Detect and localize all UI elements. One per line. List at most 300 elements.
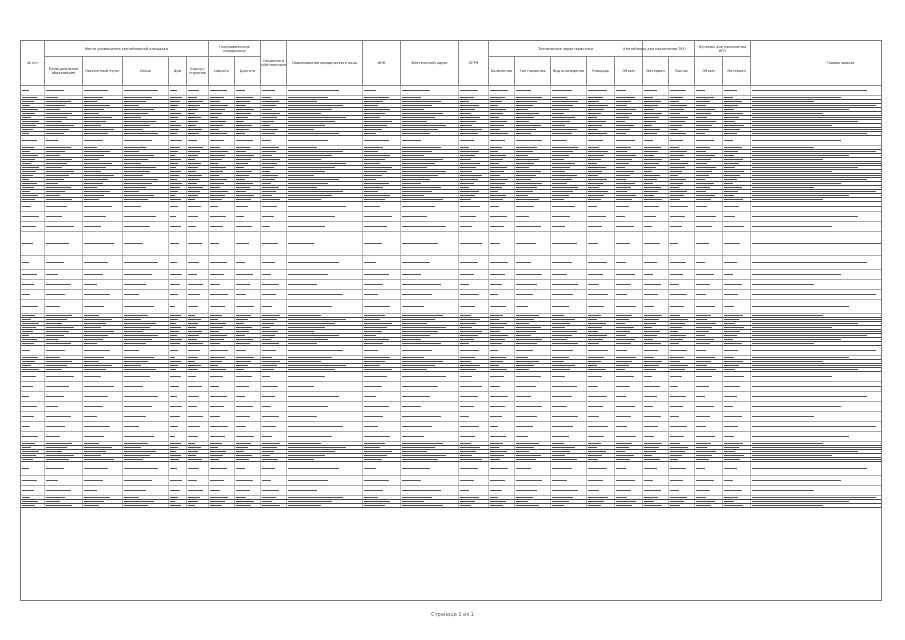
illegible-text-stroke [188,155,198,156]
illegible-text-stroke [516,163,534,164]
table-cell [515,158,551,161]
illegible-text-stroke [752,109,849,110]
illegible-text-stroke [188,365,201,366]
illegible-text-stroke [46,187,71,188]
illegible-text-stroke [170,216,176,217]
table-cell [489,186,515,189]
illegible-text-stroke [170,284,180,285]
table-cell [515,330,551,333]
table-cell [669,128,695,131]
table-cell [551,356,587,359]
illegible-text-stroke [670,365,688,366]
illegible-text-stroke [516,335,531,336]
table-cell [83,476,123,485]
illegible-text-stroke [516,501,528,502]
illegible-text-stroke [752,175,882,176]
table-cell [187,174,209,177]
illegible-text-stroke [46,327,74,328]
illegible-text-stroke [490,459,500,460]
illegible-text-stroke [752,183,841,184]
illegible-text-stroke [262,191,276,192]
illegible-text-stroke [364,443,385,444]
table-cell [261,504,287,507]
table-cell [83,300,123,313]
illegible-text-stroke [490,105,498,106]
table-cell [45,256,83,269]
illegible-text-stroke [210,199,222,200]
illegible-text-stroke [752,323,858,324]
table-cell [643,346,669,355]
illegible-text-stroke [724,369,735,370]
illegible-text-stroke [516,365,534,366]
illegible-text-stroke [516,109,528,110]
table-cell [287,150,363,153]
table-cell [261,170,287,173]
illegible-text-stroke [210,319,218,320]
table-cell [587,112,615,115]
table-cell [551,202,587,211]
table-cell [669,382,695,391]
table-cell [45,198,83,201]
table-cell [261,212,287,221]
table-cell [669,442,695,445]
illegible-text-stroke [236,183,253,184]
illegible-text-stroke [170,451,176,452]
illegible-text-stroke [364,396,376,397]
table-cell [669,104,695,107]
table-cell [287,154,363,157]
table-cell [45,446,83,449]
illegible-text-stroke [490,350,498,351]
illegible-text-stroke [124,109,154,110]
table-cell [515,194,551,197]
illegible-text-stroke [288,216,335,217]
illegible-text-stroke [364,284,383,285]
table-cell [187,500,209,503]
illegible-text-stroke [170,396,177,397]
table-cell [209,326,235,329]
table-cell [489,290,515,299]
illegible-text-stroke [616,323,625,324]
illegible-text-stroke [752,490,814,491]
illegible-text-stroke [752,468,867,470]
table-cell [723,112,751,115]
table-cell [123,504,169,507]
table-cell [551,334,587,337]
table-cell [287,280,363,289]
illegible-text-stroke [696,195,715,196]
table-cell [459,170,489,173]
illegible-text-stroke [588,113,601,114]
table-cell [401,174,459,177]
illegible-text-stroke [46,426,65,427]
table-cell [669,202,695,211]
illegible-text-stroke [188,129,202,130]
table-cell [169,136,187,145]
illegible-text-stroke [84,327,101,328]
illegible-text-stroke [188,191,200,192]
table-cell [459,450,489,453]
illegible-text-stroke [46,443,72,444]
table-cell [515,372,551,381]
illegible-text-stroke [724,319,739,320]
illegible-text-stroke [402,284,441,285]
illegible-text-stroke [460,147,469,148]
table-cell [209,256,235,269]
illegible-text-stroke [262,163,277,164]
illegible-text-stroke [588,294,608,295]
illegible-text-stroke [696,361,711,362]
table-cell [363,186,401,189]
table-cell [287,202,363,211]
table-cell [587,202,615,211]
table-cell [551,150,587,153]
illegible-text-stroke [170,294,178,295]
illegible-text-stroke [670,191,687,192]
table-cell [261,338,287,341]
illegible-text-stroke [170,121,176,122]
table-cell [363,146,401,149]
table-cell [235,174,261,177]
illegible-text-stroke [460,369,476,370]
illegible-text-stroke [616,101,631,102]
illegible-text-stroke [236,426,246,427]
table-cell [669,330,695,333]
table-cell [695,256,723,269]
table-cell [235,500,261,503]
illegible-text-stroke [644,386,660,387]
table-cell [363,454,401,457]
table-cell [643,178,669,181]
illegible-text-stroke [170,195,175,196]
table-cell [261,186,287,189]
table-cell [587,150,615,153]
table-cell [587,198,615,201]
table-cell [643,124,669,127]
illegible-text-stroke [46,216,62,217]
table-cell [21,256,45,269]
table-cell [643,198,669,201]
illegible-text-stroke [210,335,227,336]
illegible-text-stroke [236,327,252,328]
illegible-text-stroke [752,416,814,417]
illegible-text-stroke [210,459,219,460]
illegible-text-stroke [364,323,392,324]
illegible-text-stroke [262,243,278,245]
illegible-text-stroke [288,443,321,444]
table-cell [83,116,123,119]
illegible-text-stroke [236,262,245,264]
illegible-text-stroke [84,147,97,148]
table-cell [209,146,235,149]
illegible-text-stroke [188,113,195,114]
table-cell [261,108,287,111]
table-cell [515,166,551,169]
illegible-text-stroke [516,331,536,332]
illegible-text-stroke [170,335,177,336]
table-cell [261,232,287,255]
table-cell [83,446,123,449]
table-cell [363,392,401,401]
illegible-text-stroke [516,216,529,217]
illegible-text-stroke [616,191,627,192]
table-cell [723,120,751,123]
table-cell [751,132,882,135]
illegible-text-stroke [402,155,424,156]
table-cell [363,338,401,341]
illegible-text-stroke [552,163,575,164]
table-cell [83,360,123,363]
illegible-text-stroke [22,159,35,160]
illegible-text-stroke [402,159,443,160]
table-cell [489,128,515,131]
illegible-text-stroke [402,105,432,106]
table-cell [123,446,169,449]
illegible-text-stroke [644,274,653,275]
table-cell [551,198,587,201]
illegible-text-stroke [516,459,536,460]
column-header: Тип покрытия [515,57,551,86]
table-cell [515,446,551,449]
illegible-text-stroke [84,155,104,156]
illegible-text-stroke [170,369,176,370]
illegible-text-stroke [124,416,146,417]
illegible-text-stroke [46,97,58,98]
illegible-text-stroke [124,140,152,141]
illegible-text-stroke [124,101,146,102]
table-cell [643,318,669,321]
illegible-text-stroke [84,187,97,188]
table-cell [187,182,209,185]
illegible-text-stroke [552,191,573,192]
table-cell [169,162,187,165]
illegible-text-stroke [210,436,225,437]
illegible-text-stroke [288,335,339,336]
table-cell [287,422,363,431]
illegible-text-stroke [364,167,392,168]
table-cell [123,154,169,157]
illegible-text-stroke [752,195,849,196]
illegible-text-stroke [288,175,314,176]
illegible-text-stroke [460,416,469,417]
illegible-text-stroke [236,505,251,506]
table-cell [123,382,169,391]
table-cell [615,232,643,255]
table-cell [209,232,235,255]
illegible-text-stroke [288,339,328,340]
illegible-text-stroke [588,125,602,126]
table-cell [287,86,363,95]
illegible-text-stroke [724,331,740,332]
illegible-text-stroke [460,335,478,336]
table-cell [123,146,169,149]
table-row [21,412,881,422]
illegible-text-stroke [724,406,733,407]
illegible-text-stroke [364,361,385,362]
illegible-text-stroke [46,323,62,324]
table-cell [235,462,261,475]
table-cell [401,136,459,145]
table-cell [363,86,401,95]
illegible-text-stroke [288,133,339,134]
table-cell [45,334,83,337]
table-cell [489,104,515,107]
table-cell [209,128,235,131]
illegible-text-stroke [588,90,607,91]
table-cell [83,270,123,279]
illegible-text-stroke [616,183,635,184]
illegible-text-stroke [670,426,687,427]
illegible-text-stroke [84,323,106,324]
table-cell [489,120,515,123]
illegible-text-stroke [288,451,335,452]
table-cell [187,300,209,313]
table-cell [587,330,615,333]
illegible-text-stroke [616,226,634,227]
table-cell [209,202,235,211]
table-cell [401,314,459,317]
illegible-text-stroke [262,436,272,437]
illegible-text-stroke [22,129,33,130]
illegible-text-stroke [490,191,498,192]
illegible-text-stroke [696,155,715,156]
illegible-text-stroke [402,357,424,358]
illegible-text-stroke [696,187,710,188]
table-cell [643,314,669,317]
illegible-text-stroke [460,151,479,152]
table-cell [615,162,643,165]
illegible-text-stroke [210,179,227,180]
table-cell [45,120,83,123]
illegible-text-stroke [46,284,71,285]
illegible-text-stroke [46,90,64,91]
table-cell [401,86,459,95]
illegible-text-stroke [490,171,504,172]
illegible-text-stroke [752,505,823,506]
table-cell [83,120,123,123]
illegible-text-stroke [46,459,69,460]
table-cell [615,314,643,317]
table-cell [401,108,459,111]
table-cell [551,212,587,221]
illegible-text-stroke [552,501,569,502]
table-cell [489,402,515,411]
illegible-text-stroke [644,284,661,285]
table-cell [235,182,261,185]
illegible-text-stroke [696,451,716,452]
table-cell [751,198,882,201]
illegible-text-stroke [516,361,539,362]
illegible-text-stroke [364,121,392,122]
illegible-text-stroke [588,406,603,407]
table-cell [83,132,123,135]
table-cell [363,412,401,421]
table-cell [363,290,401,299]
illegible-text-stroke [46,179,64,180]
table-cell [551,392,587,401]
illegible-text-stroke [752,459,882,460]
illegible-text-stroke [262,226,270,227]
table-cell [459,186,489,189]
illegible-text-stroke [460,315,471,316]
table-row [21,212,881,222]
table-cell [587,496,615,499]
table-cell [45,450,83,453]
illegible-text-stroke [188,101,203,102]
table-cell [45,314,83,317]
illegible-text-stroke [552,357,569,358]
illegible-text-stroke [516,140,542,141]
column-header: Объем [695,57,723,86]
illegible-text-stroke [402,109,424,110]
table-row [21,422,881,432]
table-cell [83,166,123,169]
table-cell [587,476,615,485]
illegible-text-stroke [262,327,270,328]
illegible-text-stroke [364,179,376,180]
illegible-text-stroke [210,331,219,332]
table-cell [615,442,643,445]
table-cell [363,450,401,453]
illegible-text-stroke [402,331,438,332]
table-cell [21,476,45,485]
illegible-text-stroke [460,331,482,332]
table-cell [401,132,459,135]
illegible-text-stroke [490,455,504,456]
table-cell [615,146,643,149]
illegible-text-stroke [364,339,389,340]
illegible-text-stroke [724,459,740,460]
table-cell [287,458,363,461]
table-cell [695,500,723,503]
table-cell [489,446,515,449]
illegible-text-stroke [22,327,36,328]
illegible-text-stroke [262,262,275,264]
illegible-text-stroke [288,167,335,168]
illegible-text-stroke [724,151,738,152]
table-cell [643,162,669,165]
table-cell [261,446,287,449]
table-cell [187,360,209,363]
illegible-text-stroke [552,140,567,141]
illegible-text-stroke [588,455,602,456]
column-header: Улица [123,57,169,86]
table-cell [287,338,363,341]
table-cell [169,338,187,341]
table-cell [615,280,643,289]
illegible-text-stroke [124,451,156,452]
illegible-text-stroke [516,416,537,417]
table-cell [669,178,695,181]
table-cell [723,442,751,445]
table-cell [615,318,643,321]
illegible-text-stroke [644,447,659,448]
table-cell [615,326,643,329]
table-cell [669,504,695,507]
illegible-text-stroke [644,480,653,481]
illegible-text-stroke [288,396,339,397]
table-cell [235,432,261,441]
table-cell [489,112,515,115]
illegible-text-stroke [170,274,182,275]
table-cell [751,170,882,173]
illegible-text-stroke [22,97,37,98]
table-cell [751,120,882,123]
table-cell [363,162,401,165]
table-cell [643,100,669,103]
table-cell [669,486,695,495]
illegible-text-stroke [22,416,34,417]
